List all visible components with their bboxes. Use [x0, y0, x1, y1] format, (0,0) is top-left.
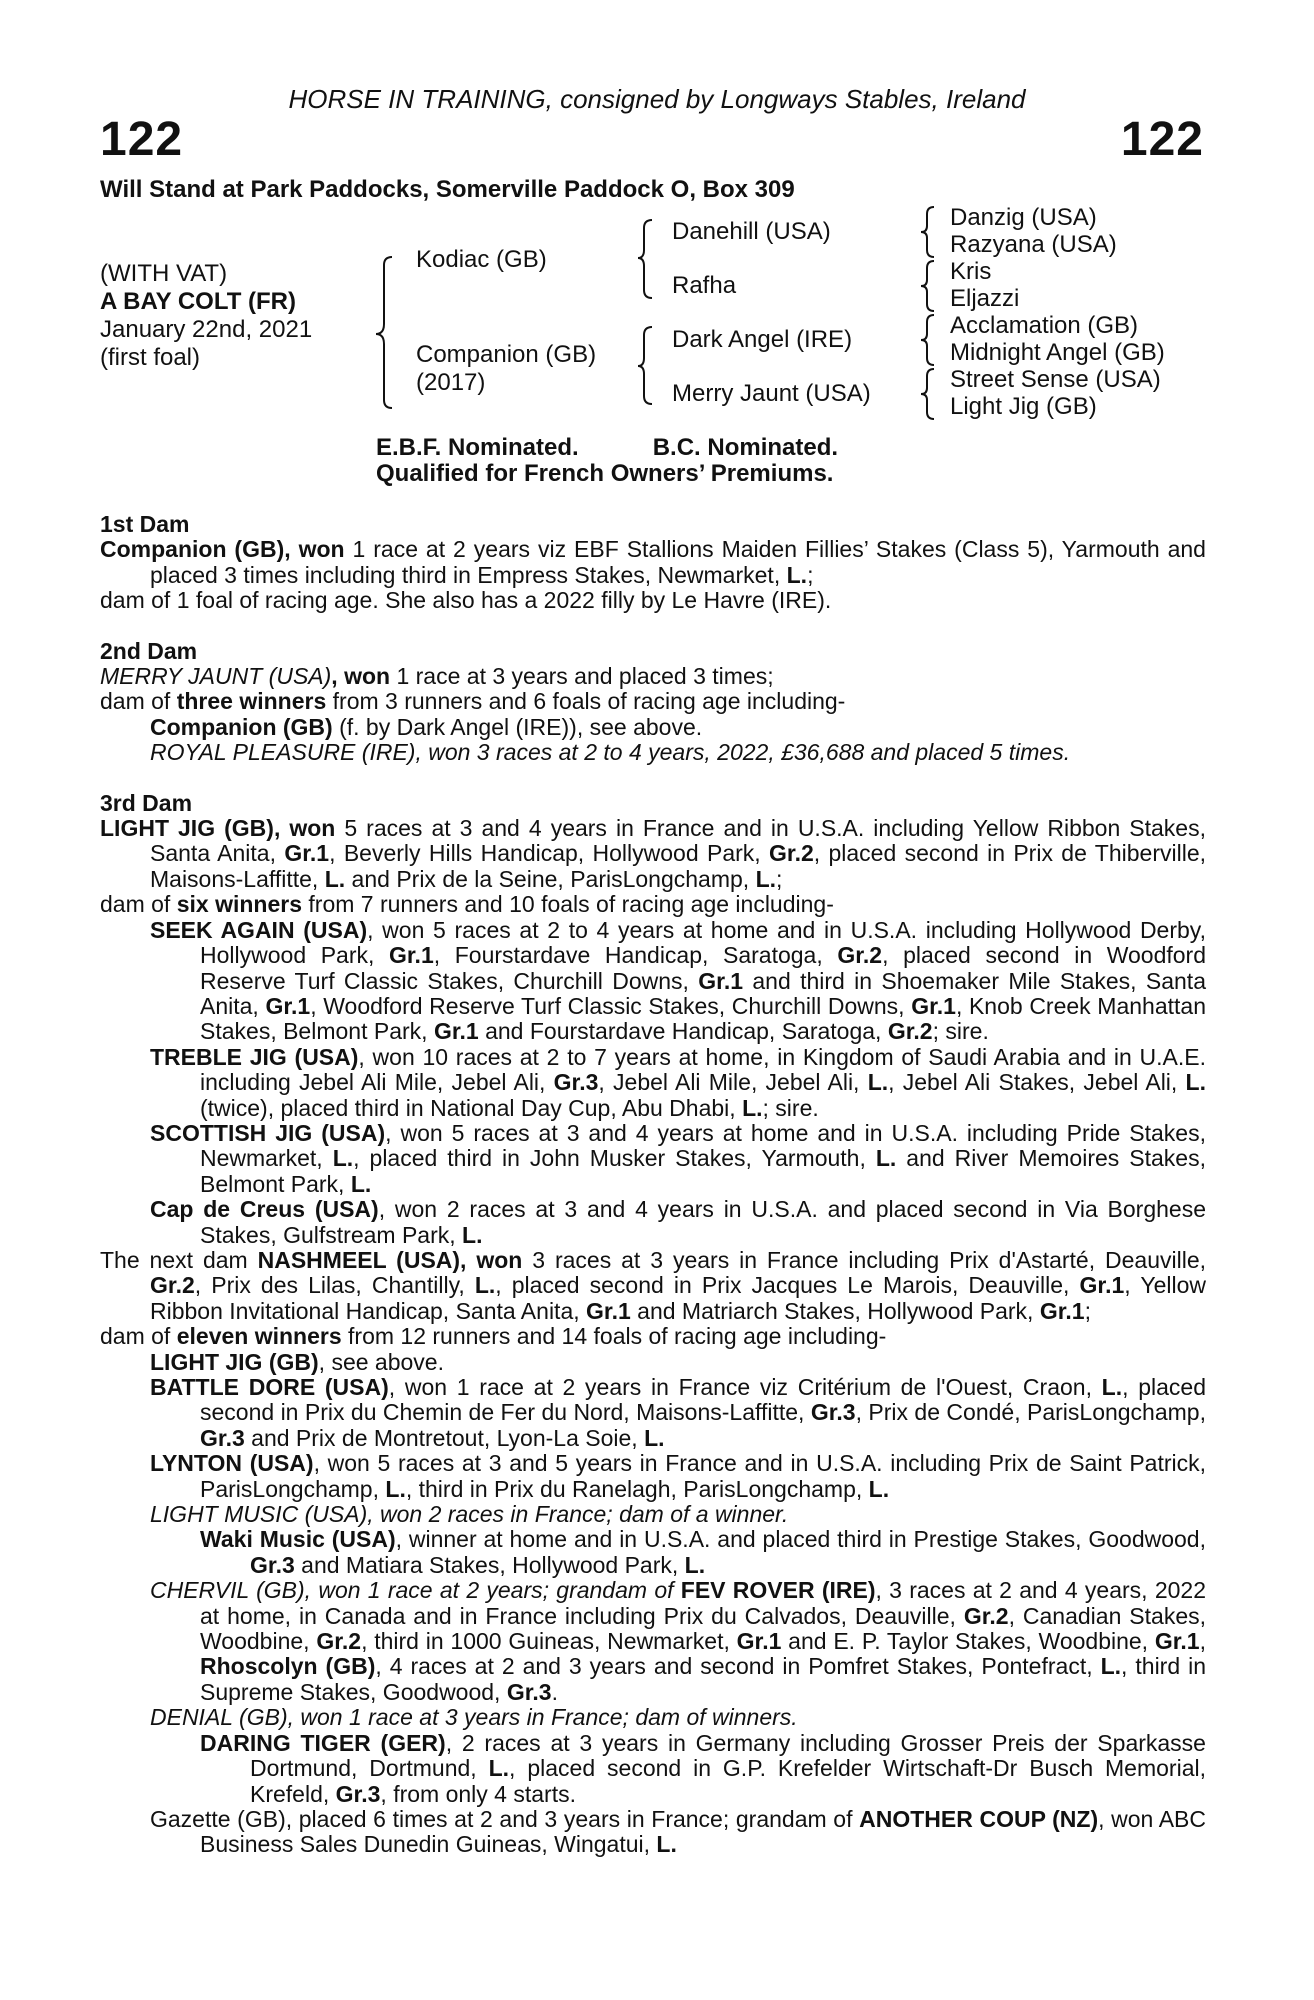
produce-gazette: Gazette (GB), placed 6 times at 2 and 3 years in France; grandam of ANOTHER COUP (NZ), won ABC Business Sales Dunedin Guineas, Wingatui, L. — [150, 1805, 1207, 1858]
produce-lynton: LYNTON (USA), won 5 races at 3 and 5 years in France and in U.S.A. including Prix de Saint Patrick, ParisLongchamp, L., third in Prix du Ranelagh, ParisLongchamp, L. — [150, 1450, 1206, 1502]
second-dam-record: MERRY JAUNT (USA), won 1 race at 3 years and placed 3 times; — [100, 663, 774, 690]
produce-scottish-jig: SCOTTISH JIG (USA), won 5 races at 3 and 4 years at home and in U.S.A. including Pride Stakes, Newmarket, L., placed third in John Musker Stakes, Yarmouth, L. and River Memoires Stakes, Belmont Park, L. — [150, 1119, 1206, 1197]
ancestor-3: Kris — [950, 258, 992, 285]
produce-royal-pleasure: ROYAL PLEASURE (IRE), won 3 races at 2 to 4 years, 2022, £36,688 and placed 5 times. — [150, 739, 1071, 766]
ancestor-7: Street Sense (USA) — [950, 366, 1161, 393]
nominations-line — [376, 434, 838, 462]
lot-number-right: 122 — [1120, 113, 1204, 166]
dam-name: Companion (GB) — [416, 341, 597, 368]
produce-waki-music: Waki Music (USA), winner at home and in U.S.A. and placed third in Prestige Stakes, Goodwood, Gr.3 and Matiara Stakes, Hollywood Park, L. — [200, 1526, 1206, 1578]
ancestor-4: Eljazzi — [950, 285, 1020, 312]
lot-number-left: 122 — [100, 113, 184, 166]
stand-location: Will Stand at Park Paddocks, Somerville Paddock O, Box 309 — [100, 176, 795, 203]
next-dam-produce: dam of eleven winners from 12 runners and 14 foals of racing age including- — [100, 1323, 887, 1350]
bc-nominated: B.C. Nominated. — [652, 434, 839, 461]
page-header-title: HORSE IN TRAINING, consigned by Longways Stables, Ireland — [288, 84, 1026, 114]
subject-name: A BAY COLT (FR) — [100, 288, 296, 315]
dam-sire-name: Dark Angel (IRE) — [672, 326, 853, 353]
produce-light-music: LIGHT MUSIC (USA), won 2 races in France; dam of a winner. — [150, 1501, 789, 1528]
produce-light-jig: LIGHT JIG (GB), see above. — [150, 1348, 444, 1375]
first-dam-heading: 1st Dam — [100, 511, 190, 537]
second-dam-produce: dam of three winners from 3 runners and 6 foals of racing age including- — [100, 688, 846, 715]
third-dam-record: LIGHT JIG (GB), won 5 races at 3 and 4 years in France and in U.S.A. including Yellow Ribbon Stakes, Santa Anita, Gr.1, Beverly Hills Handicap, Hollywood Park, Gr.2, placed second in Prix de Thiberville, Maisons-Laffitte, L. and Prix de la Seine, ParisLongchamp, L.; — [100, 815, 1206, 892]
second-dam-heading: 2nd Dam — [100, 637, 198, 664]
ebf-nominated: E.B.F. Nominated. — [376, 434, 579, 461]
subject-note: (first foal) — [100, 344, 201, 371]
produce-battle-dore: BATTLE DORE (USA), won 1 race at 2 years in France viz Critérium de l'Ouest, Craon, L., placed second in Prix du Chemin de Fer du Nord, Maisons-Laffitte, Gr.3, Prix de Condé, ParisLongchamp, Gr.3 and Prix de Montretout, Lyon-La Soie, L. — [150, 1374, 1206, 1451]
ancestor-6: Midnight Angel (GB) — [950, 339, 1165, 366]
produce-companion: Companion (GB) (f. by Dark Angel (IRE)), see above. — [150, 713, 703, 740]
third-dam-produce: dam of six winners from 7 runners and 10 foals of racing age including- — [100, 891, 834, 918]
produce-chervil: CHERVIL (GB), won 1 race at 2 years; grandam of FEV ROVER (IRE), 3 races at 2 and 4 years, 2022 at home, in Canada and in France including Prix du Calvados, Deauville, Gr.2, Canadian Stakes, Woodbine, Gr.2, third in 1000 Guineas, Newmarket, Gr.1 and E. P. Taylor Stakes, Woodbine, Gr.1, Rhoscolyn (GB), 4 races at 2 and 3 years and second in Pomfret Stakes, Pontefract, L., third in Supreme Stakes, Goodwood, Gr.3. — [150, 1577, 1206, 1705]
produce-daring-tiger: DARING TIGER (GER), 2 races at 3 years in Germany including Grosser Preis der Sparkasse Dortmund, Dortmund, L., placed second in G.P. Krefelder Wirtschaft-Dr Busch Memorial, Krefeld, Gr.3, from only 4 starts. — [200, 1729, 1206, 1807]
produce-treble-jig: TREBLE JIG (USA), won 10 races at 2 to 7 years at home, in Kingdom of Saudi Arabia and in U.A.E. including Jebel Ali Mile, Jebel Ali, Gr.3, Jebel Ali Mile, Jebel Ali, L., Jebel Ali Stakes, Jebel Ali, L. (twice), placed third in National Day Cup, Abu Dhabi, L.; sire. — [150, 1043, 1206, 1121]
dam-dam-name: Merry Jaunt (USA) — [672, 380, 871, 407]
ancestor-2: Razyana (USA) — [950, 231, 1117, 258]
first-dam-record: Companion (GB), won 1 race at 2 years viz EBF Stallions Maiden Fillies’ Stakes (Class 5), Yarmouth and placed 3 times including third in Empress Stakes, Newmarket, L.; — [100, 536, 1206, 588]
sire-dam-name: Rafha — [672, 272, 737, 299]
dam-year: (2017) — [416, 369, 486, 396]
french-premiums: Qualified for French Owners’ Premiums. — [376, 460, 834, 487]
produce-record — [100, 512, 1206, 1858]
sire-sire-name: Danehill (USA) — [672, 218, 831, 245]
ancestor-1: Danzig (USA) — [950, 204, 1097, 231]
sire-name: Kodiac (GB) — [416, 246, 547, 273]
next-dam-record: The next dam NASHMEEL (USA), won 3 races at 3 years in France including Prix d'Astarté, Deauville, Gr.2, Prix des Lilas, Chantilly, L., placed second in Prix Jacques Le Marois, Deauville, Gr.1, Yellow Ribbon Invitational Handicap, Santa Anita, Gr.1 and Matriarch Stakes, Hollywood Park, Gr.1; — [100, 1246, 1207, 1324]
third-dam-heading: 3rd Dam — [100, 789, 193, 816]
produce-seek-again: SEEK AGAIN (USA), won 5 races at 2 to 4 years at home and in U.S.A. including Hollywood Derby, Hollywood Park, Gr.1, Fourstardave Handicap, Saratoga, Gr.2, placed second in Woodford Reserve Turf Classic Stakes, Churchill Downs, Gr.1 and third in Shoemaker Mile Stakes, Santa Anita, Gr.1, Woodford Reserve Turf Classic Stakes, Churchill Downs, Gr.1, Knob Creek Manhattan Stakes, Belmont Park, Gr.1 and Fourstardave Handicap, Saratoga, Gr.2; sire. — [150, 916, 1206, 1045]
vat-label: (WITH VAT) — [100, 260, 228, 287]
ancestor-8: Light Jig (GB) — [950, 393, 1097, 420]
first-dam-produce: dam of 1 foal of racing age. She also has a 2022 filly by Le Havre (IRE). — [100, 587, 832, 614]
produce-denial: DENIAL (GB), won 1 race at 3 years in France; dam of winners. — [150, 1704, 798, 1731]
subject-dob: January 22nd, 2021 — [100, 316, 313, 343]
produce-cap-de-creus: Cap de Creus (USA), won 2 races at 3 and 4 years in U.S.A. and placed second in Via Borghese Stakes, Gulfstream Park, L. — [150, 1196, 1206, 1248]
ancestor-5: Acclamation (GB) — [950, 312, 1139, 339]
